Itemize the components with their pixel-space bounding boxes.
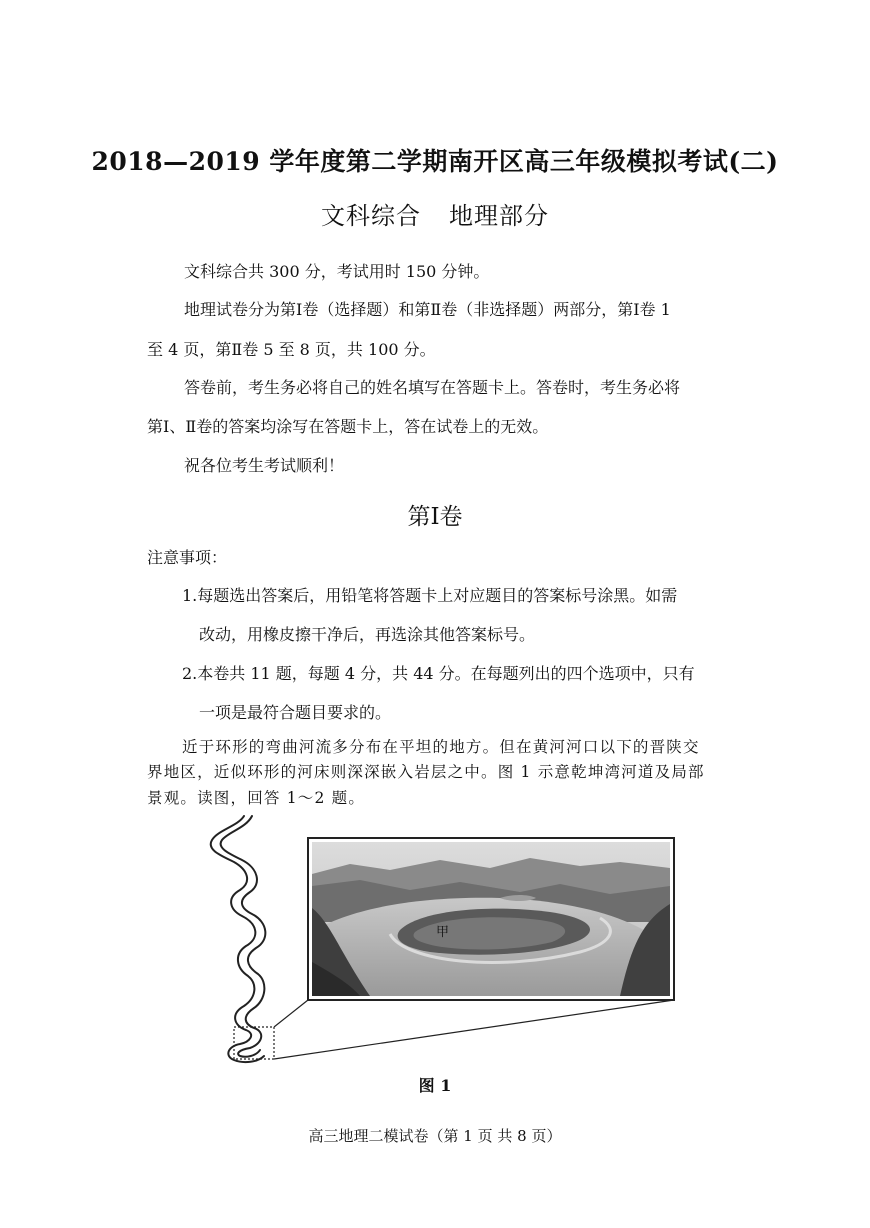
intro-line-5: 第Ⅰ、Ⅱ卷的答案均涂写在答题卡上，答在试卷上的无效。 bbox=[147, 417, 549, 436]
passage-line-1: 近于环形的弯曲河流多分布在平坦的地方。但在黄河河口以下的晋陕交 bbox=[182, 738, 700, 756]
intro-line-1: 文科综合共 300 分，考试用时 150 分钟。 bbox=[184, 262, 490, 281]
figure-1 bbox=[200, 812, 680, 1072]
exam-subtitle bbox=[0, 196, 870, 231]
river-photo bbox=[308, 838, 674, 1000]
section-title: 第Ⅰ卷 bbox=[407, 504, 463, 530]
notice-item-1-line-1: 1.每题选出答案后，用铅笔将答题卡上对应题目的答案标号涂黑。如需 bbox=[182, 586, 678, 605]
subtitle-part: 地理部分 bbox=[449, 202, 549, 230]
river-channel-sketch bbox=[211, 816, 266, 1062]
page-footer: 高三地理二模试卷（第 1 页 共 8 页） bbox=[308, 1127, 562, 1145]
notice-item-2-line-2: 一项是最符合题目要求的。 bbox=[199, 703, 392, 722]
connector-line-top bbox=[274, 1000, 308, 1027]
intro-line-6: 祝各位考生考试顺利！ bbox=[184, 456, 345, 475]
notice-item-1-line-2: 改动，用橡皮擦干净后，再选涂其他答案标号。 bbox=[199, 625, 536, 644]
photo-label-jia: 甲 bbox=[436, 925, 450, 940]
exam-title: 2018—2019 学年度第二学期南开区高三年级模拟考试(二) bbox=[91, 147, 779, 176]
notice-label: 注意事项： bbox=[147, 548, 228, 567]
intro-line-3: 至 4 页，第Ⅱ卷 5 至 8 页，共 100 分。 bbox=[147, 340, 436, 359]
intro-line-4: 答卷前，考生务必将自己的姓名填写在答题卡上。答卷时，考生务必将 bbox=[184, 378, 681, 397]
intro-line-2: 地理试卷分为第Ⅰ卷（选择题）和第Ⅱ卷（非选择题）两部分，第Ⅰ卷 1 bbox=[184, 300, 671, 319]
notice-item-2-line-1: 2.本卷共 11 题，每题 4 分，共 44 分。在每题列出的四个选项中，只有 bbox=[182, 664, 695, 683]
passage-line-3: 景观。读图，回答 1～2 题。 bbox=[147, 789, 366, 807]
connector-line-bottom bbox=[274, 1000, 674, 1059]
subtitle-subject: 文科综合 bbox=[321, 202, 421, 230]
passage-line-2: 界地区，近似环形的河床则深深嵌入岩层之中。图 1 示意乾坤湾河道及局部 bbox=[147, 763, 705, 781]
figure-caption: 图 1 bbox=[418, 1076, 452, 1095]
